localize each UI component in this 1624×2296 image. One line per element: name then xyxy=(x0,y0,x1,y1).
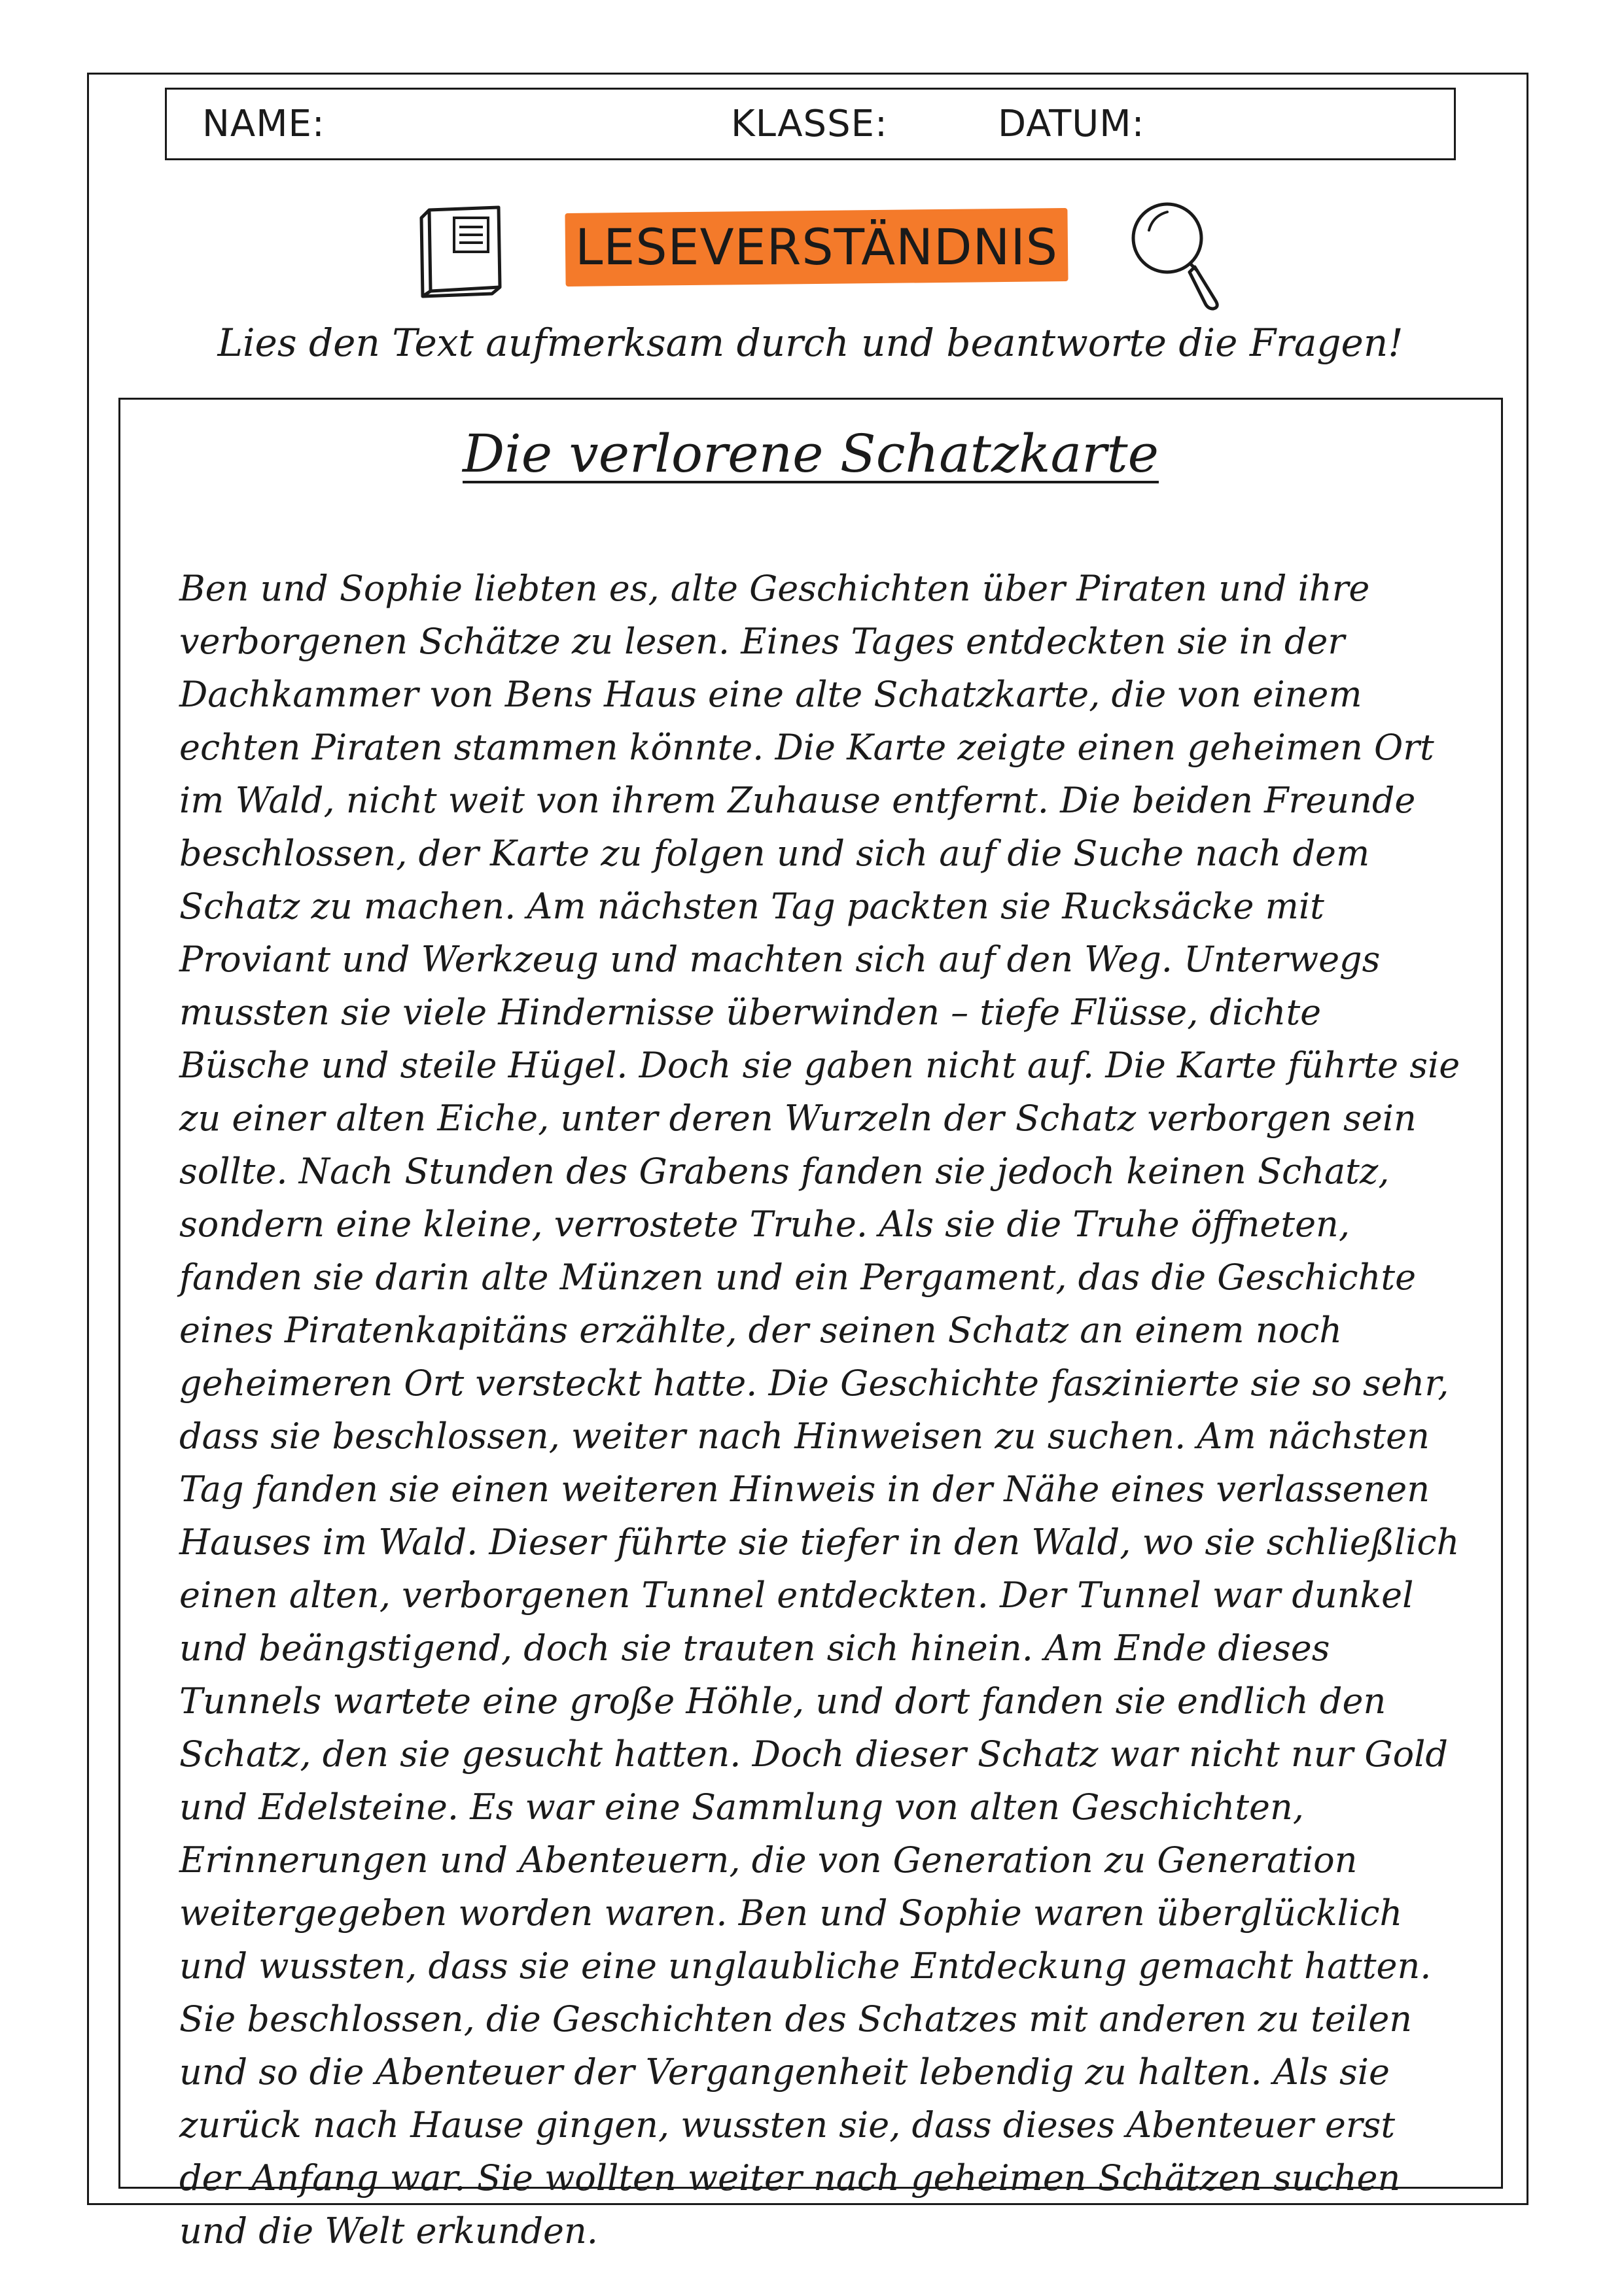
worksheet-title: LESEVERSTÄNDNIS xyxy=(574,218,1059,276)
name-label: NAME: xyxy=(202,103,325,145)
reading-text-box xyxy=(118,398,1503,2252)
datum-label: DATUM: xyxy=(998,103,1145,145)
header-box xyxy=(165,88,1456,160)
story-body: Ben und Sophie liebten es, alte Geschichten über Piraten und ihre verborgenen Schätze zu lesen. Eines Tages entdeckten sie in der Dachkammer von Bens Haus eine alte Schatzkarte, die von einem echten Piraten stammen könnte. Die Karte zeigte einen geheimen Ort im Wald, nicht weit von ihrem Zuhause entfernt. Die beiden Freunde beschlossen, der Karte zu folgen und sich auf die Suche nach dem Schatz zu machen. Am nächsten Tag packten sie Rucksäcke mit Proviant und Werkzeug und machten sich auf den Weg. Unterwegs mussten sie viele Hindernisse überwinden – tiefe Flüsse, dichte Büsche und steile Hügel. Doch sie gaben nicht auf. Die Karte führte sie zu einer alten Eiche, unter deren Wurzeln der Schatz verborgen sein sollte. Nach Stunden des Grabens fanden sie jedoch keinen Schatz, sondern eine kleine, verrostete Truhe. Als sie die Truhe öffneten, fanden sie darin alte Münzen und ein Pergament, das die Geschichte eines Piratenkapitäns erzählte, der seinen Schatz an einem noch geheimeren Ort versteckt hatte. Die Geschichte faszinierte sie so sehr, dass sie beschlossen, weiter nach Hinweisen zu suchen. Am nächsten Tag fanden sie einen weiteren Hinweis in der Nähe eines verlassenen Hauses im Wald. Dieser führte sie tiefer in den Wald, wo sie schließlich einen alten, verborgenen Tunnel entdeckten. Der Tunnel war dunkel und beängstigend, doch sie trauten sich hinein. Am Ende dieses Tunnels wartete eine große Höhle, und dort fanden sie endlich den Schatz, den sie gesucht hatten. Doch dieser Schatz war nicht nur Gold und Edelsteine. Es war eine Sammlung von alten Geschichten, Erinnerungen und Abenteuern, die von Generation zu Generation weitergegeben worden waren. Ben und Sophie waren überglücklich und wussten, dass sie eine unglaubliche Entdeckung gemacht hatten. Sie beschlossen, die Geschichten des Schatzes mit anderen zu teilen und so die Abenteuer der Vergangenheit lebendig zu halten. Als sie zurück nach Hause gingen, wussten sie, dass dieses Abenteuer erst der Anfang war. Sie wollten weiter nach geheimen Schätzen suchen und die Welt erkunden. xyxy=(179,568,1460,2252)
magnifier-icon xyxy=(1127,196,1225,311)
story-title: Die verlorene Schatzkarte xyxy=(463,423,1159,484)
instruction-text: Lies den Text aufmerksam durch und beantworte die Fragen! xyxy=(217,321,1403,365)
klasse-label: KLASSE: xyxy=(731,103,888,145)
book-icon xyxy=(415,201,506,299)
